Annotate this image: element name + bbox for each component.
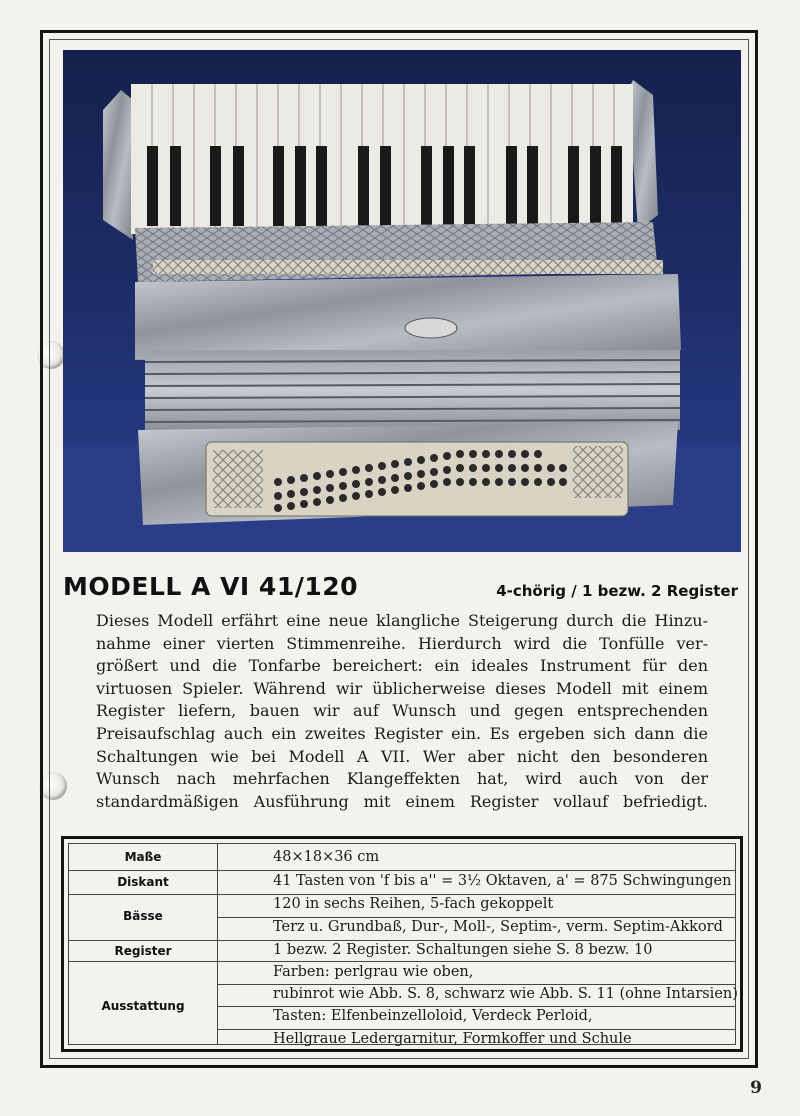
specification-table bbox=[61, 836, 743, 1052]
description-line: Dieses Modell erfährt eine neue klangliche Steigerung durch die Hinzu- bbox=[96, 611, 708, 630]
table-row-divider bbox=[217, 961, 735, 962]
table-row-divider bbox=[217, 1006, 735, 1007]
value-register: 1 bezw. 2 Register. Schaltungen siehe S. 8 bezw. 10 bbox=[273, 942, 653, 958]
label-ausstattung: Ausstattung bbox=[101, 999, 185, 1013]
value-farben-weitere: rubinrot wie Abb. S. 8, schwarz wie Abb. S. 11 (ohne Intarsien) bbox=[273, 986, 738, 1002]
table-row-divider bbox=[217, 1029, 735, 1030]
label-register: Register bbox=[114, 944, 172, 958]
table-row-divider bbox=[217, 984, 735, 985]
model-subtitle: 4-chörig / 1 bezw. 2 Register bbox=[496, 582, 738, 600]
accordion-illustration bbox=[63, 50, 741, 552]
table-column-divider bbox=[217, 844, 218, 1044]
table-row-divider bbox=[217, 870, 735, 871]
value-baesse-reihen: 120 in sechs Reihen, 5-fach gekoppelt bbox=[273, 896, 554, 912]
description-line: Register liefern, bauen wir auf Wunsch und gegen entsprechenden bbox=[96, 701, 708, 721]
description-line: standardmäßigen Ausführung mit einem Register vollauf befriedigt. bbox=[96, 791, 708, 811]
description-line: nahme einer vierten Stimmenreihe. Hierdurch wird die Tonfülle ver- bbox=[96, 633, 708, 653]
value-masse: 48×18×36 cm bbox=[273, 849, 380, 865]
model-title: MODELL A VI 41/120 bbox=[63, 572, 359, 601]
table-row-divider bbox=[69, 870, 217, 871]
value-garnitur: Hellgraue Ledergarnitur, Formkoffer und Schule bbox=[273, 1031, 632, 1047]
description-line: virtuosen Spieler. Während wir üblicherweise dieses Modell mit einem bbox=[96, 678, 708, 698]
description-line: Schaltungen wie bei Modell A VII. Wer aber nicht den besonderen bbox=[96, 746, 708, 766]
table-row-divider bbox=[217, 917, 735, 918]
description-line: größert und die Tonfarbe bereichert: ein ideales Instrument für den bbox=[96, 656, 708, 676]
description-paragraph bbox=[96, 610, 708, 813]
description-line: Preisaufschlag auch ein zweites Register ein. Es ergeben sich dann die bbox=[96, 723, 708, 743]
label-masse: Maße bbox=[124, 850, 162, 864]
table-row-divider bbox=[69, 940, 217, 941]
label-diskant: Diskant bbox=[117, 875, 169, 889]
table-row-divider bbox=[217, 894, 735, 895]
description-line: Wunsch nach mehrfachen Klangeffekten hat, wird auch von der bbox=[96, 769, 708, 789]
accordion-photo bbox=[63, 50, 741, 552]
table-row-divider bbox=[217, 940, 735, 941]
value-baesse-akkorde: Terz u. Grundbaß, Dur-, Moll-, Septim-, verm. Septim-Akkord bbox=[273, 919, 723, 935]
value-diskant: 41 Tasten von 'f bis a'' = 3½ Oktaven, a' = 875 Schwingungen bbox=[273, 873, 732, 889]
table-row-divider bbox=[69, 894, 217, 895]
table-row-divider bbox=[69, 961, 217, 962]
value-farben: Farben: perlgrau wie oben, bbox=[273, 964, 474, 980]
specification-table-inner bbox=[68, 843, 736, 1045]
value-tasten: Tasten: Elfenbeinzelloloid, Verdeck Perloid, bbox=[273, 1008, 593, 1024]
page-number: 9 bbox=[750, 1078, 762, 1098]
label-baesse: Bässe bbox=[123, 909, 163, 923]
